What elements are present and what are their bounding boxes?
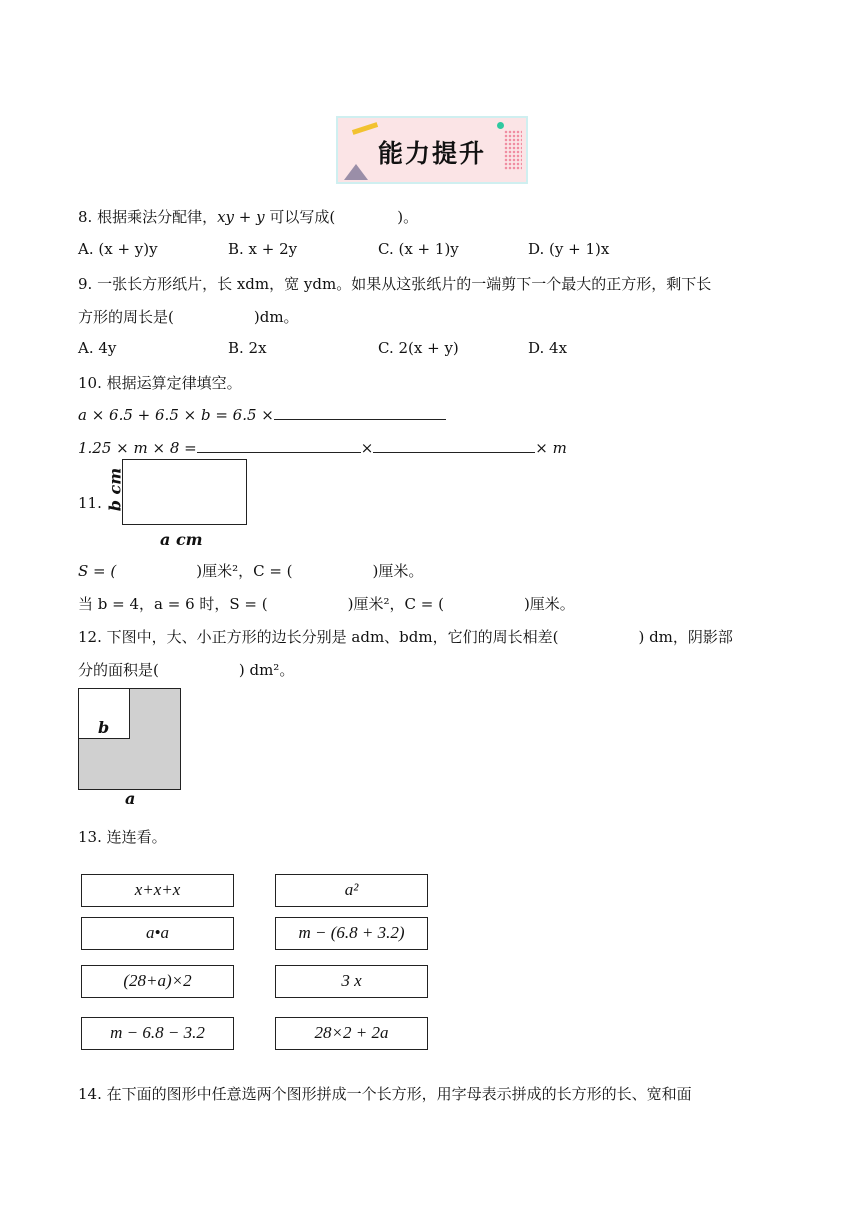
q11-line1-mid: )厘米²，C = ( bbox=[196, 562, 293, 580]
q14-line1: 14. 在下面的图形中任意选两个图形拼成一个长方形，用字母表示拼成的长方形的长、宽和面 bbox=[78, 1085, 692, 1103]
q11-bottom-label: a cm bbox=[160, 530, 203, 549]
q10-line2 bbox=[78, 438, 567, 457]
banner-decoration-dash bbox=[352, 122, 378, 135]
match-left-3[interactable]: (28+a)×2 bbox=[81, 965, 234, 998]
q10-blank-1[interactable] bbox=[274, 405, 446, 420]
q9-line2 bbox=[78, 306, 299, 327]
q8-option-b[interactable]: B. x + 2y bbox=[228, 240, 298, 258]
q12-line2 bbox=[78, 659, 294, 680]
q10-blank-2[interactable] bbox=[197, 438, 361, 453]
banner-decoration-dot bbox=[497, 122, 504, 129]
section-banner bbox=[336, 116, 528, 184]
q8-mid: 可以写成( bbox=[269, 208, 336, 226]
q8-option-a[interactable]: A. (x + y)y bbox=[78, 240, 158, 258]
q10-line2-pre: 1.25 × m × 8 = bbox=[78, 439, 197, 457]
q11-rectangle-figure bbox=[122, 459, 247, 525]
match-right-2[interactable]: m − (6.8 + 3.2) bbox=[275, 917, 428, 950]
q12-line2-pre: 分的面积是( bbox=[78, 661, 159, 679]
match-left-4[interactable]: m − 6.8 − 3.2 bbox=[81, 1017, 234, 1050]
q11-line1-end: )厘米。 bbox=[372, 562, 424, 580]
q8-prefix: 8. 根据乘法分配律， bbox=[78, 208, 218, 226]
q11-line1-s: S = ( bbox=[78, 562, 117, 580]
q11-line2-pre: 当 b = 4，a = 6 时，S = ( bbox=[78, 595, 268, 613]
q9-option-d[interactable]: D. 4x bbox=[528, 339, 568, 357]
q8-expr: xy + y bbox=[217, 208, 265, 226]
q10-line2-mid: × bbox=[360, 439, 374, 457]
match-left-2[interactable]: a•a bbox=[81, 917, 234, 950]
q12-line2-post: ) dm²。 bbox=[238, 661, 295, 679]
q10-blank-3[interactable] bbox=[373, 438, 535, 453]
q12-line1-post: ) dm，阴影部 bbox=[638, 628, 733, 646]
q10-line2-post: × m bbox=[535, 439, 567, 457]
q11-side-label: b cm bbox=[105, 467, 125, 512]
match-right-3[interactable]: 3 x bbox=[275, 965, 428, 998]
q12-label-a: a bbox=[125, 789, 136, 808]
q9-line1: 9. 一张长方形纸片，长 xdm，宽 ydm。如果从这张纸片的一端剪下一个最大的正方形，剩下长 bbox=[78, 275, 712, 293]
q8-option-c[interactable]: C. (x + 1)y bbox=[378, 240, 459, 258]
q8-suffix: )。 bbox=[397, 208, 419, 226]
q10-line1-expr: a × 6.5 + 6.5 × b = 6.5 × bbox=[78, 406, 274, 424]
match-left-1[interactable]: x+x+x bbox=[81, 874, 234, 907]
q12-line1-pre: 12. 下图中，大、小正方形的边长分别是 adm、bdm，它们的周长相差( bbox=[78, 628, 559, 646]
q11-line2-end: )厘米。 bbox=[523, 595, 575, 613]
q11-line2 bbox=[78, 593, 575, 614]
match-right-1[interactable]: a² bbox=[275, 874, 428, 907]
q12-label-b: b bbox=[98, 718, 110, 737]
match-right-4[interactable]: 28×2 + 2a bbox=[275, 1017, 428, 1050]
question-8 bbox=[78, 206, 418, 227]
q9-option-a[interactable]: A. 4y bbox=[78, 339, 117, 357]
q11-number: 11. bbox=[78, 494, 102, 512]
q9-line2-post: )dm。 bbox=[253, 308, 299, 326]
q9-option-b[interactable]: B. 2x bbox=[228, 339, 267, 357]
q11-line2-mid: )厘米²，C = ( bbox=[347, 595, 444, 613]
q13-title: 13. 连连看。 bbox=[78, 828, 167, 846]
q9-option-c[interactable]: C. 2(x + y) bbox=[378, 339, 459, 357]
q8-option-d[interactable]: D. (y + 1)x bbox=[528, 240, 610, 258]
q10-title: 10. 根据运算定律填空。 bbox=[78, 374, 242, 392]
q12-line1 bbox=[78, 626, 733, 647]
q11-line1 bbox=[78, 560, 423, 581]
q10-line1 bbox=[78, 405, 446, 424]
banner-title: 能力提升 bbox=[377, 139, 486, 168]
q9-line2-pre: 方形的周长是( bbox=[78, 308, 174, 326]
